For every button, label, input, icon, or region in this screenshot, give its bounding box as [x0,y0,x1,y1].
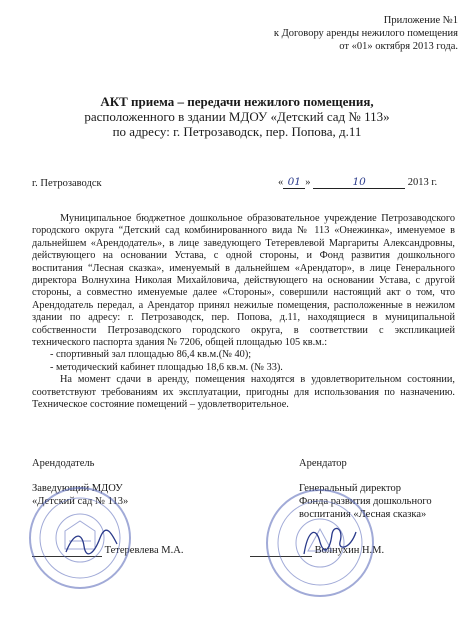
landlord-line-2: «Детский сад № 113» [32,496,129,507]
title-line-3: по адресу: г. Петрозаводск, пер. Попова, д.11 [112,124,362,139]
body-paragraph-2: На момент сдачи в аренду, помещения находятся в удовлетворительном состоянии, соответствуют требованиям их эксплуатации, пригодны для использования по назначению. Техническое состояние помещений – удовлетворительное. [32,374,455,411]
document-body [32,213,455,412]
tenant-line-2: Фонда развития дошкольного [299,496,432,507]
title-line-2: расположенного в здании МДОУ «Детский сад № 113» [84,109,390,124]
annex-contract: к Договору аренды нежилого помещения [273,28,458,39]
date-year: 2013 г. [407,177,438,188]
landlord-sign-name: Тетеревлева М.А. [104,545,184,556]
landlord-block [32,457,94,470]
landlord-line-1: Заведующий МДОУ [32,483,123,494]
tenant-block [299,457,347,470]
title-line-1: АКТ приема – передачи нежилого помещения, [100,94,374,109]
annex-date: от «01» октября 2013 года. [339,41,458,52]
date-line [278,176,453,189]
city-label: г. Петрозаводск [32,178,102,189]
premises-item-1: - спортивный зал площадью 86,4 кв.м.(№ 40); [50,349,252,361]
tenant-line-3: воспитания «Лесная сказка» [299,509,427,520]
date-open-quote: « [278,177,284,188]
tenant-line-1: Генеральный директор [299,483,401,494]
date-day: 01 [283,176,305,189]
tenant-heading: Арендатор [299,458,347,469]
date-close-quote: » [305,177,311,188]
premises-item-2: - методический кабинет площадью 18,6 кв.м. (№ 33). [50,361,283,373]
body-paragraph-1: Муниципальное бюджетное дошкольное образовательное учреждение Петрозаводского городского округа “Детский сад комбинированного вида № 113 «Онежинка», именуемое в дальнейшем «Арендодатель», в лице заведующего Тетеревлевой Маргариты Александровны, действующего на основании Устава, с одной стороны, и Фонд развития дошкольного воспитания “Лесная сказка», именуемый в дальнейшем «Арендатор», в лице Генерального директора Волнухина Николая Михайловича, действующего на основании Устава, с другой стороны, а совместно именуемые далее «Стороны», совершили настоящий акт о том, что Арендодатель передал, а Арендатор принял нежилые помещения, расположенные в нежилом здании по адресу: г. Петрозаводск, пер. Попова, д.11, находящиеся в муниципальной собственности Петрозаводского городского округа, в соответствии с экспликацией технического паспорта здания № 7206, общей площадью 105 кв.м.: [32,213,455,349]
tenant-handwritten-signature [300,520,360,560]
landlord-handwritten-signature [64,528,119,558]
document-title [0,94,474,139]
tenant-sign-name: Волнухин Н.М. [314,545,385,556]
landlord-heading: Арендодатель [32,458,95,469]
annex-number: Приложение №1 [383,15,458,26]
date-month: 10 [313,176,405,189]
annex-header [158,14,458,53]
